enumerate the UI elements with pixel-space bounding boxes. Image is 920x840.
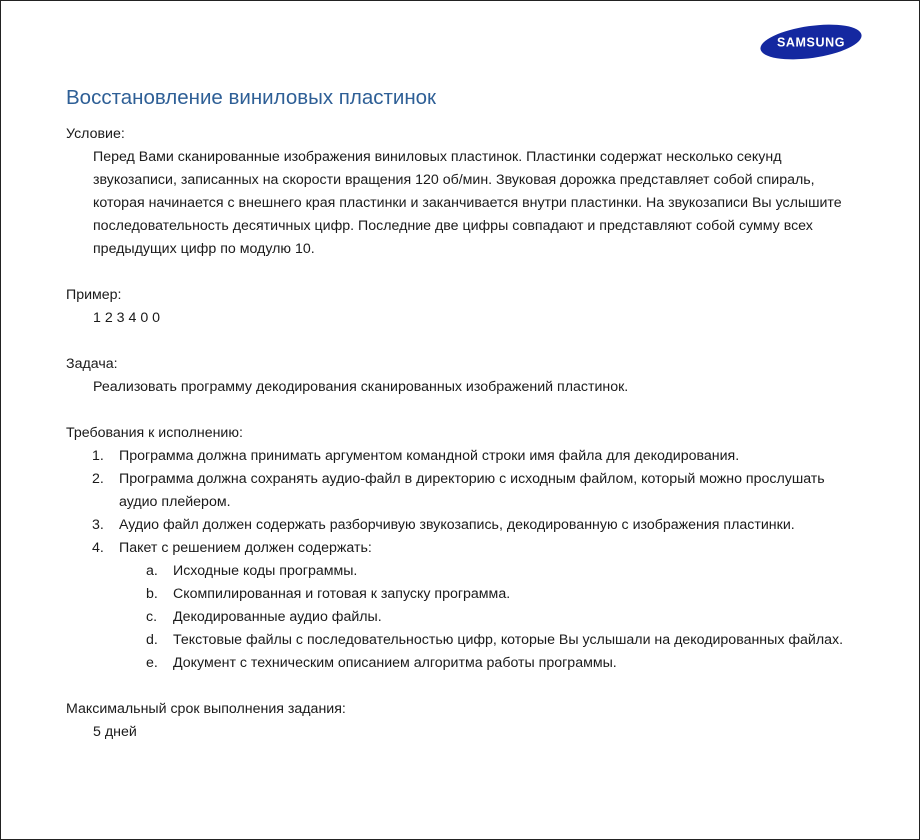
example-label: Пример:	[66, 287, 122, 303]
requirement-item	[92, 514, 866, 537]
document-body	[66, 85, 866, 744]
requirement-item	[92, 537, 866, 675]
requirement-text: Программа должна сохранять аудио-файл в директорию с исходным файлом, который можно прослушать аудио плейером.	[119, 471, 825, 510]
package-item-text: Исходные коды программы.	[173, 563, 358, 579]
list-number: 3.	[92, 517, 104, 533]
package-item	[146, 583, 866, 606]
deadline-text: 5 дней	[93, 724, 137, 740]
list-letter: e.	[146, 655, 158, 671]
deadline-label: Максимальный срок выполнения задания:	[66, 701, 346, 717]
package-item	[146, 606, 866, 629]
package-item	[146, 560, 866, 583]
list-letter: b.	[146, 586, 158, 602]
list-number: 4.	[92, 540, 104, 556]
requirements-label: Требования к исполнению:	[66, 425, 243, 441]
package-item	[146, 629, 866, 652]
condition-text: Перед Вами сканированные изображения виниловых пластинок. Пластинки содержат несколько секунд звукозаписи, записанных на скорости вращения 120 об/мин. Звуковая дорожка представляет собой спираль, которая начинается с внешнего края пластинки и заканчивается внутри пластинки. На звукозаписи Вы услышите последовательность десятичных цифр. Последние две цифры совпадают и представляют собой сумму всех предыдущих цифр по модулю 10.	[93, 149, 842, 257]
package-item-text: Декодированные аудио файлы.	[173, 609, 382, 625]
package-contents-list	[119, 560, 866, 675]
condition-label: Условие:	[66, 126, 125, 142]
list-number: 1.	[92, 448, 104, 464]
requirement-text: Программа должна принимать аргументом командной строки имя файла для декодирования.	[119, 448, 740, 464]
requirement-text: Пакет с решением должен содержать:	[119, 540, 372, 556]
samsung-logo	[758, 21, 864, 63]
example-text: 1 2 3 4 0 0	[93, 310, 161, 326]
page-title: Восстановление виниловых пластинок	[66, 86, 437, 109]
package-item-text: Текстовые файлы с последовательностью цифр, которые Вы услышали на декодированных файлах.	[173, 632, 844, 648]
list-letter: c.	[146, 609, 158, 625]
samsung-logo-text: SAMSUNG	[776, 35, 846, 50]
package-item	[146, 652, 866, 675]
requirement-item	[92, 445, 866, 468]
list-letter: d.	[146, 632, 158, 648]
requirement-item	[92, 468, 866, 514]
package-item-text: Документ с техническим описанием алгоритма работы программы.	[173, 655, 617, 671]
task-text: Реализовать программу декодирования сканированных изображений пластинок.	[93, 379, 629, 395]
list-letter: a.	[146, 563, 158, 579]
package-item-text: Скомпилированная и готовая к запуску программа.	[173, 586, 511, 602]
list-number: 2.	[92, 471, 104, 487]
requirement-text: Аудио файл должен содержать разборчивую звукозапись, декодированную с изображения пластинки.	[119, 517, 795, 533]
task-label: Задача:	[66, 356, 118, 372]
requirements-list	[66, 445, 866, 675]
